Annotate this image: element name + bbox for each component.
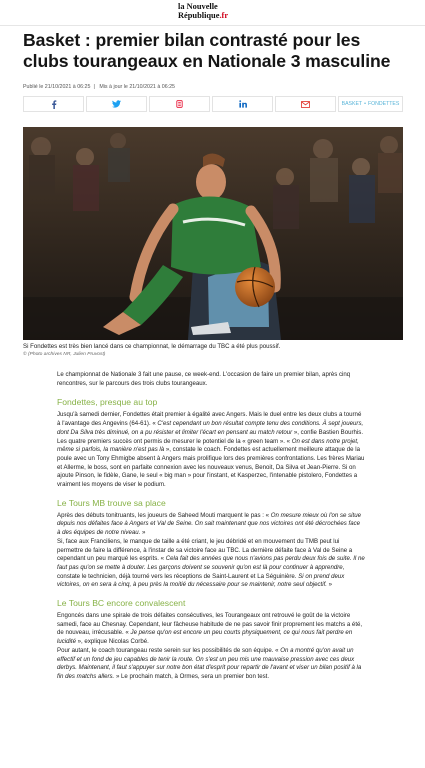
body-text: », confie Bastien Bourhis. [292, 428, 364, 436]
body-text: Engoncés dans une spirale de trois défaites consécutives, les Tourangeaux ont retrouvé le goût de la victoire samedi, face au Chesnay. Cependant, leur fâcheuse habitude de ne pas savoir finir proprement les matchs a été, de nouveau, irrécusable. « [57, 612, 363, 637]
email-icon [301, 101, 310, 108]
facebook-icon [51, 100, 57, 109]
body-text: », explique Nicolas Corbé. [75, 638, 149, 646]
basketball-photo-illustration [23, 127, 403, 340]
body-text: Pour autant, le coach tourangeau reste serein sur les possibilités de son équipe. « [57, 646, 281, 654]
section-paragraph [57, 647, 365, 682]
article-section [57, 397, 365, 489]
quote-text: Si on prend deux victoires, on en sera à cinq, à peu près la moitié du nécessaire pour se maintenir, notre seul objectif. [57, 572, 345, 589]
linkedin-icon [239, 100, 247, 108]
share-email-button[interactable] [275, 96, 336, 112]
article-sections [57, 397, 365, 681]
article-section [57, 498, 365, 590]
pinterest-icon [176, 100, 183, 108]
body-text: » [326, 581, 333, 589]
tag-fondettes-link[interactable]: FONDETTES [367, 101, 400, 107]
article-section [57, 598, 365, 682]
article-intro: Le championnat de Nationale 3 fait une pause, ce week-end. L'occasion de faire un premier bilan, après cinq rencontres, sur le parcours des trois clubs tourangeaux. [57, 371, 351, 387]
twitter-icon [112, 100, 121, 108]
logo-tld: .fr [219, 11, 229, 20]
published-date: Publié le 21/10/2021 à 06:25 [23, 84, 91, 90]
share-twitter-button[interactable] [86, 96, 147, 112]
site-logo[interactable] [178, 2, 248, 20]
body-text: Si, face aux Franciliens, le manque de taille a été criant, le jeu débridé et en mouvement du TMB peut lui permettre de faire la différence, à l'instar de sa victoire face au TBC. La dernière défaite face à Val de Seine a cependant un peu marqué les esprits. « [57, 537, 353, 563]
article-photo [23, 127, 403, 340]
share-facebook-button[interactable] [23, 96, 84, 112]
article-title: Basket : premier bilan contrasté pour les clubs tourangeaux en Nationale 3 masculine [23, 30, 391, 71]
section-heading: Le Tours MB trouve sa place [57, 497, 166, 508]
quote-text: Je pense qu'on est encore un peu courts physiquement, ce qui nous fait perdre en lucidité [57, 629, 353, 646]
section-paragraph [57, 411, 365, 437]
logo-name: République [178, 11, 220, 20]
body-text: , constate le technicien, déjà tourné vers les réceptions de Saint-Laurent et La Séguinière. [57, 563, 345, 580]
quote-text: On a montré qu'on avait un effectif et un fond de jeu capables de tenir la route. On s'est un peu mis une mauvaise pression avec ces deux derbys. Maintenant, il faut s'appuyer sur notre bon état d'esprit pour repartir de l'avant et viser un bilan positif à la fin des matchs allers. [57, 646, 362, 680]
quote-text: Cela fait des années que nous n'avions pas perdu deux fois de suite. Il ne faut pas qu'on se mette à douter. Les garçons doivent se souvenir qu'on est là pour continuer à apprendre [57, 555, 365, 571]
logo-line-1: la Nouvelle [178, 2, 218, 11]
body-text: Les quatre premiers succès ont permis de mesurer le potentiel de la « green team ». « [57, 437, 292, 445]
photo-caption: Si Fondettes est très bien lancé dans ce championnat, le démarrage du TBC a été plus poussif. [23, 343, 281, 350]
body-text: », constate le coach. Fondettes est actuellement meilleure attaque de la poule avec un Tony Ehmigbe absent à Angers mais prolifique lors des premières confrontations. Les frères Mariau et Allerme, le boss, sont en parfaite connexion avec les nouveaux venus, Benoit, Da Silva et Jean-Pierre. Si on ajoute Pinson, le fidèle, Gane, le seul « big man » pour l'instant, et Kasperzec, l'intenable pistolero, Fondettes a vraiment les moyens de viser le podium. [57, 446, 365, 489]
logo-line-2 [178, 11, 248, 20]
photo-credit: © (Photo archives NR, Julien Pruvost) [23, 352, 106, 357]
section-paragraph [57, 612, 365, 647]
date-separator: | [93, 84, 95, 90]
section-paragraph [57, 512, 365, 538]
tag-separator: • [364, 101, 366, 107]
section-heading: Le Tours BC encore convalescent [57, 598, 186, 609]
quote-text: On est dans notre projet, même si parfois, la manière n'est pas là [57, 437, 359, 454]
article-body [57, 371, 365, 690]
body-text: » Le prochain match, à Ormes, sera un premier bon test. [114, 672, 270, 680]
body-text: Jusqu'à samedi dernier, Fondettes était premier à égalité avec Angers. Mais le duel entre les deux clubs a tourné à l'avantage des Angevins (64-61). « [57, 411, 362, 428]
updated-date: Mis à jour le 21/10/2021 à 06:25 [99, 84, 176, 90]
share-linkedin-button[interactable] [212, 96, 273, 112]
section-heading: Fondettes, presque au top [57, 397, 158, 408]
tag-basket-link[interactable]: BASKET [341, 101, 363, 107]
body-text: Après des débuts tonitruants, les joueurs de Saheed Mouti marquent le pas : « [57, 511, 271, 519]
quote-text: C'est cependant un bon résultat compte tenu des conditions. À sept joueurs, dont Da Silva très diminué, on a pu résister et limiter l'écart en pensant au match retour [57, 420, 364, 436]
body-text: » [140, 529, 146, 537]
article-dates [23, 84, 178, 90]
site-header [0, 0, 425, 26]
section-paragraph [57, 438, 365, 490]
quote-text: On mesure mieux où l'on se situe depuis nos défaites face à Angers et Val de Seine. On sait maintenant que nos victoires ont été décrochées face à des équipes de notre niveau. [57, 511, 361, 537]
share-pinterest-button[interactable] [149, 96, 210, 112]
article-tags [338, 96, 403, 112]
share-bar [23, 96, 403, 112]
section-paragraph [57, 538, 365, 590]
